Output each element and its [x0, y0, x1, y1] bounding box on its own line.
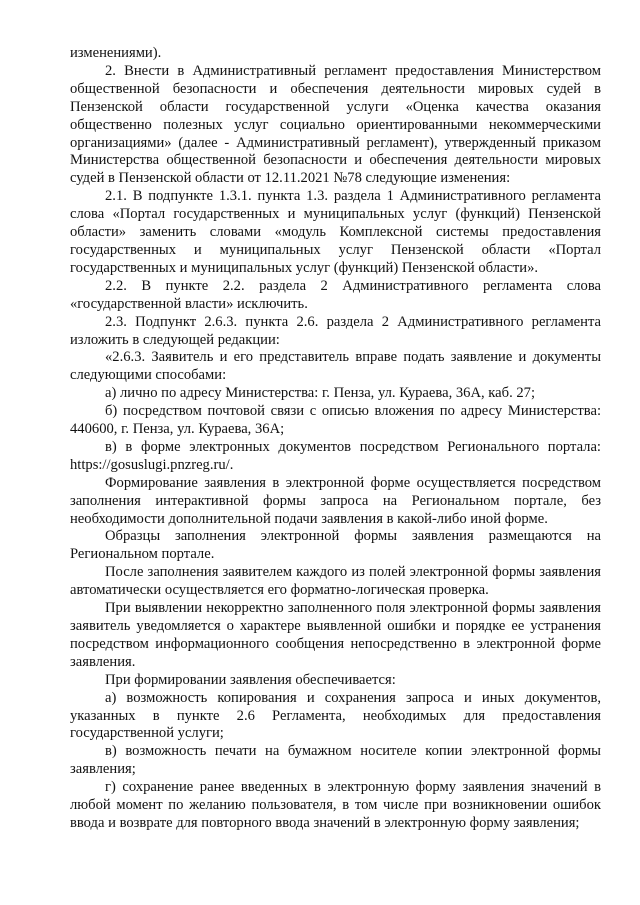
paragraph-item-2-1: 2.1. В подпункте 1.3.1. пункта 1.3. раздела 1 Административного регламента слова «Портал государственных и муниципальных услуг (функций) Пензенской области» заменить словами «модуль Комплексной системы предоставления государственных и муниципальных услуг Пензенской области «Портал государственных и муниципальных услуг (функций) Пензенской области». — [70, 188, 601, 276]
paragraph-electronic-form: Формирование заявления в электронной форме осуществляется посредством заполнения интерактивной формы запроса на Региональном портале, без необходимости дополнительной подачи заявления в какой-либо иной форме. — [70, 474, 601, 527]
paragraph-option-b: б) посредством почтовой связи с описью вложения по адресу Министерства: 440600, г. Пенза, ул. Кураева, 36А; — [70, 403, 601, 438]
paragraph-item-2-3: 2.3. Подпункт 2.6.3. пункта 2.6. раздела 2 Административного регламента изложить в следующей редакции: — [70, 313, 601, 348]
paragraph-provision-a: а) возможность копирования и сохранения запроса и иных документов, указанных в пункте 2.6 Регламента, необходимых для предоставления государственной услуги; — [70, 689, 601, 742]
paragraph-provision-v: в) возможность печати на бумажном носителе копии электронной формы заявления; — [70, 743, 601, 778]
document-page — [70, 45, 601, 833]
paragraph-quote-2-6-3: «2.6.3. Заявитель и его представитель вправе подать заявление и документы следующими способами: — [70, 349, 601, 384]
paragraph-item-2: 2. Внести в Административный регламент предоставления Министерством общественной безопасности и обеспечения деятельности мировых судей в Пензенской области государственной услуги «Оценка качества оказания общественно полезных услуг социально ориентированными некоммерческими организациями» (далее - Административный регламент), утвержденный приказом Министерства общественной безопасности и обеспечения деятельности мировых судей в Пензенской области от 12.11.2021 №78 следующие изменения: — [70, 62, 601, 187]
paragraph-provisions-intro: При формировании заявления обеспечивается: — [105, 671, 396, 688]
paragraph-error-notice: При выявлении некорректно заполненного поля электронной формы заявления заявитель уведомляется о характере выявленной ошибки и порядке ее устранения посредством информационного сообщения непосредственно в электронной форме заявления. — [70, 600, 601, 670]
paragraph-item-2-2: 2.2. В пункте 2.2. раздела 2 Административного регламента слова «государственной власти» исключить. — [70, 277, 601, 312]
paragraph-continuation: изменениями). — [70, 45, 162, 61]
paragraph-samples: Образцы заполнения электронной формы заявления размещаются на Региональном портале. — [70, 528, 601, 563]
paragraph-format-check: После заполнения заявителем каждого из полей электронной формы заявления автоматически осуществляется его форматно-логическая проверка. — [70, 564, 601, 599]
paragraph-provision-g: г) сохранение ранее введенных в электронную форму заявления значений в любой момент по желанию пользователя, в том числе при возникновении ошибок ввода и возврате для повторного ввода значений в электронную форму заявления; — [70, 779, 601, 831]
paragraph-option-v: в) в форме электронных документов посредством Регионального портала: https://gosuslugi.pnzreg.ru/. — [70, 438, 601, 473]
paragraph-option-a: а) лично по адресу Министерства: г. Пенза, ул. Кураева, 36А, каб. 27; — [105, 385, 536, 402]
